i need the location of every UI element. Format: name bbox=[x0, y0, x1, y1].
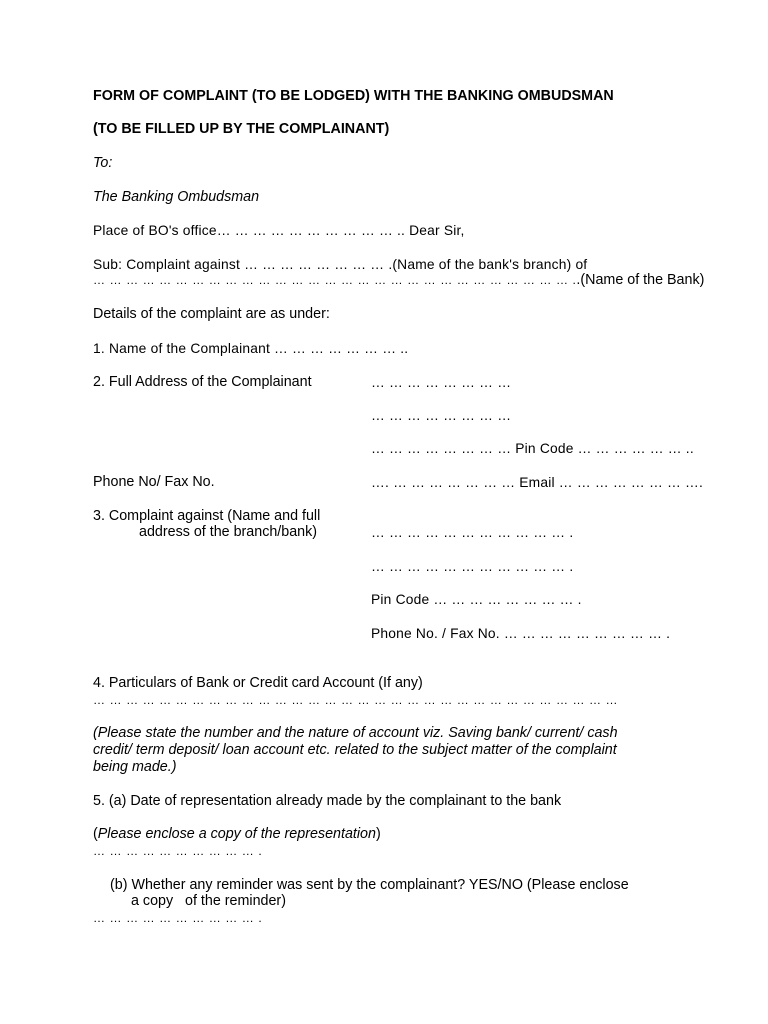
phone-email-line: …. … … … … … … … Email … … … … … … … …. bbox=[371, 475, 704, 490]
subject-line-1: Sub: Complaint against … … … … … … … … .(Name of the bank's branch) of bbox=[93, 257, 588, 272]
item-3-label-2: address of the branch/bank) bbox=[139, 524, 318, 540]
note-close-paren: ) bbox=[375, 826, 381, 842]
note-open-paren: ( bbox=[93, 826, 98, 842]
details-heading: Details of the complaint are as under: bbox=[93, 306, 330, 322]
phone-label: Phone No/ Fax No. bbox=[93, 474, 215, 490]
branch-address-line-2: … … … … … … … … … … … . bbox=[371, 559, 574, 574]
item-4-note-3: being made.) bbox=[93, 759, 177, 775]
form-subtitle: (TO BE FILLED UP BY THE COMPLAINANT) bbox=[93, 121, 390, 137]
item-1-complainant-name: 1. Name of the Complainant … … … … … … … .. bbox=[93, 341, 409, 356]
item-5b-line-1: (b) Whether any reminder was sent by the complainant? YES/NO (Please enclose bbox=[110, 877, 629, 893]
address-line-1: … … … … … … … … bbox=[371, 375, 512, 390]
address-pin-code: … … … … … … … … Pin Code … … … … … … .. bbox=[371, 441, 694, 456]
place-line: Place of BO's office… … … … … … … … … … .. Dear Sir, bbox=[93, 223, 465, 238]
to-label: To: bbox=[93, 155, 113, 171]
item-5a-dots: … … … … … … … … … … . bbox=[93, 844, 263, 858]
subject-line-2 bbox=[93, 272, 704, 289]
branch-pin-code: Pin Code … … … … … … … … . bbox=[371, 592, 582, 607]
address-line-2: … … … … … … … … bbox=[371, 408, 512, 423]
branch-address-line-1: … … … … … … … … … … … . bbox=[371, 525, 574, 540]
recipient: The Banking Ombudsman bbox=[93, 189, 260, 205]
item-5a-note bbox=[93, 826, 381, 843]
subject-dots: … … … … … … … … … … … … … … … … … … … … … … … … … … … … … . bbox=[93, 273, 577, 287]
item-5b-line-2: a copy of the reminder) bbox=[131, 893, 286, 909]
branch-phone-fax: Phone No. / Fax No. … … … … … … … … … . bbox=[371, 626, 671, 641]
form-title: FORM OF COMPLAINT (TO BE LODGED) WITH THE BANKING OMBUDSMAN bbox=[93, 88, 614, 104]
item-3-label-1: 3. Complaint against (Name and full bbox=[93, 508, 321, 524]
item-4-note-1: (Please state the number and the nature of account viz. Saving bank/ current/ cash bbox=[93, 725, 618, 741]
note-text: Please enclose a copy of the representation bbox=[97, 826, 376, 842]
item-2-label: 2. Full Address of the Complainant bbox=[93, 374, 312, 390]
item-5b-dots: … … … … … … … … … … . bbox=[93, 911, 263, 925]
item-4-label: 4. Particulars of Bank or Credit card Account (If any) bbox=[93, 675, 423, 691]
item-4-dots: … … … … … … … … … … … … … … … … … … … … … … … … … … … … … … … … bbox=[93, 693, 619, 707]
bank-name-label: .(Name of the Bank) bbox=[576, 272, 705, 288]
item-5a-label: 5. (a) Date of representation already made by the complainant to the bank bbox=[93, 793, 562, 809]
item-4-note-2: credit/ term deposit/ loan account etc. related to the subject matter of the complaint bbox=[93, 742, 617, 758]
